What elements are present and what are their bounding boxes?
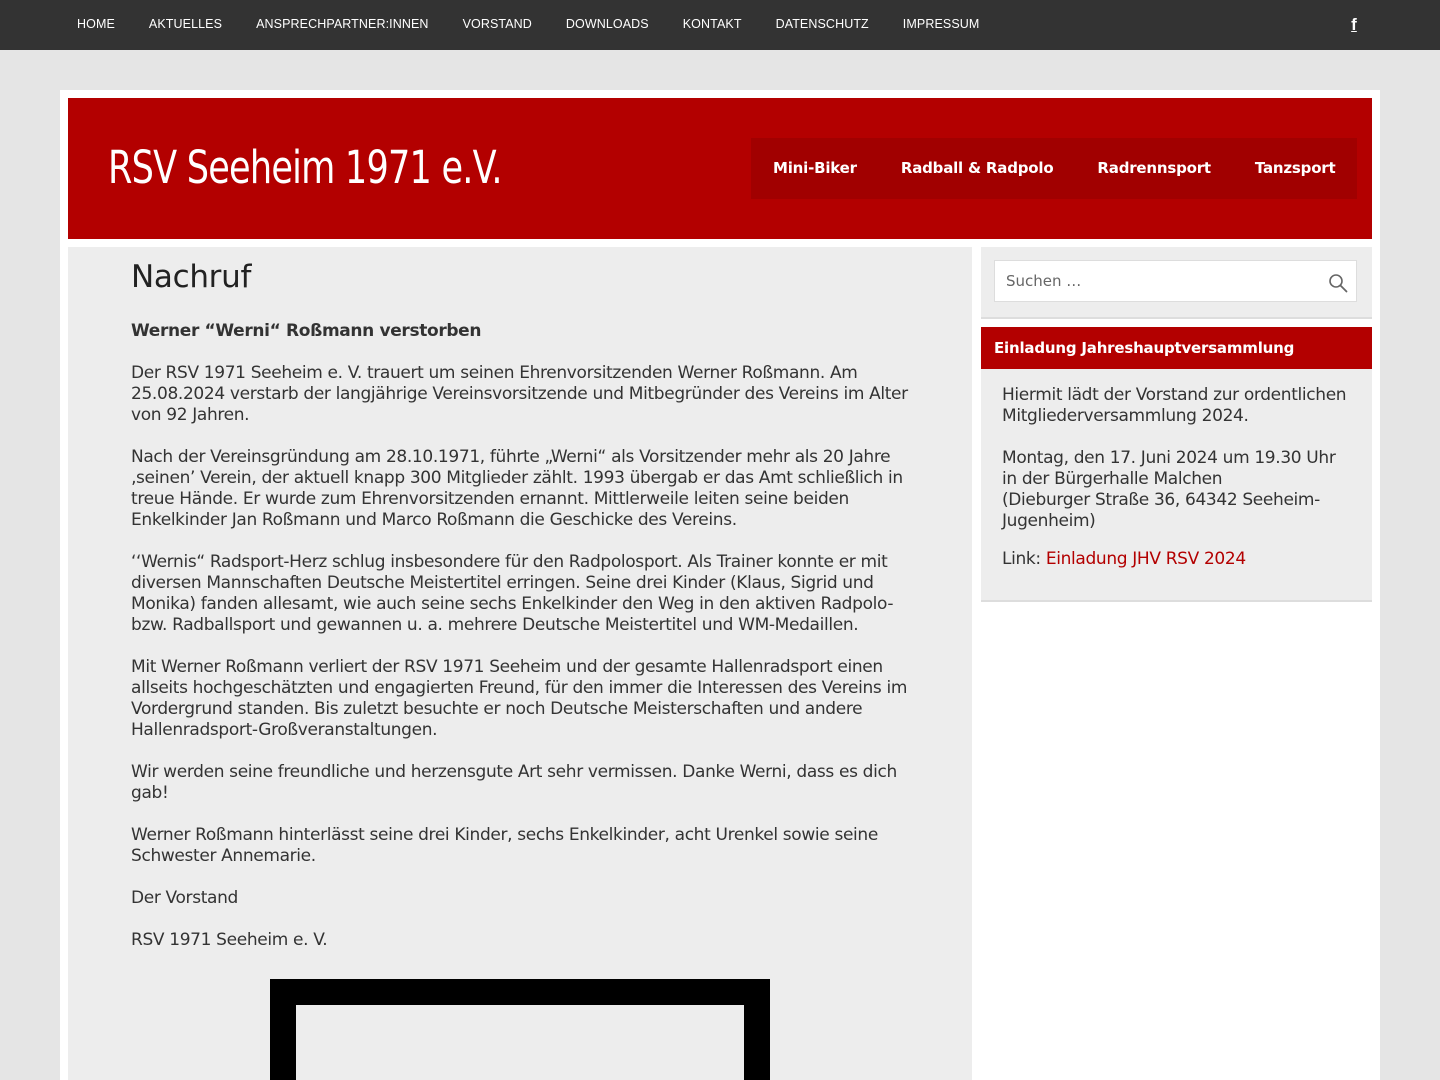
article-signature-club: RSV 1971 Seeheim e. V.: [131, 930, 328, 950]
article-paragraph: Werner Roßmann hinterlässt seine drei Kinder, sechs Enkelkinder, acht Urenkel sowie seine Schwester Annemarie.: [131, 825, 878, 866]
event-venue: in der Bürgerhalle Malchen: [1002, 469, 1223, 489]
category-mini-biker-link[interactable]: Mini-Biker: [773, 159, 857, 177]
topnav-datenschutz-link[interactable]: DATENSCHUTZ: [775, 17, 869, 31]
memorial-photo: [296, 1005, 744, 1080]
top-menu: [60, 0, 996, 50]
invitation-download-link[interactable]: Einladung JHV RSV 2024: [1045, 549, 1246, 569]
widget-link-line: [1002, 549, 1352, 570]
topnav-vorstand-link[interactable]: VORSTAND: [462, 17, 532, 31]
category-radrennsport-link[interactable]: Radrennsport: [1097, 159, 1211, 177]
search-widget: [981, 247, 1372, 319]
article-paragraph: Mit Werner Roßmann verliert der RSV 1971 Seeheim und der gesamte Hallenradsport einen allseits hochgeschätzten und engagierten Freund, für den immer die Interessen des Vereins im Vordergrund standen. Bis zuletzt besuchte er noch Deutsche Meisterschaften und andere Hallenradsport-Großveranstaltungen.: [131, 657, 908, 740]
topnav-aktuelles-link[interactable]: AKTUELLES: [148, 17, 223, 31]
article-paragraph: Wir werden seine freundliche und herzensgute Art sehr vermissen. Danke Werni, dass es dich gab!: [131, 762, 897, 803]
top-navigation-bar: [0, 0, 1440, 50]
widget-event-details: [1002, 448, 1352, 532]
main-content: [68, 247, 972, 1080]
category-menu: [751, 138, 1357, 199]
invitation-widget: [981, 327, 1372, 602]
site-header: [68, 98, 1372, 239]
article-paragraph: Der RSV 1971 Seeheim e. V. trauert um seinen Ehrenvorsitzenden Werner Roßmann. Am 25.08.2024 verstarb der langjährige Vereinsvorsitzende und Mitbegründer des Vereins im Alter von 92 Jahren.: [131, 363, 908, 425]
topnav-home-link[interactable]: HOME: [77, 17, 115, 31]
search-icon[interactable]: [1328, 273, 1348, 293]
category-radball-radpolo-link[interactable]: Radball & Radpolo: [900, 159, 1054, 177]
article-lead: Werner “Werni“ Roßmann verstorben: [131, 321, 482, 341]
widget-intro: Hiermit lädt der Vorstand zur ordentlichen Mitgliederversammlung 2024.: [1002, 385, 1347, 426]
event-address: (Dieburger Straße 36, 64342 Seeheim-Jugenheim): [1002, 490, 1320, 531]
site-title[interactable]: RSV Seeheim 1971 e.V.: [108, 141, 502, 194]
search-input[interactable]: [995, 261, 1315, 301]
widget-title: Einladung Jahreshauptversammlung: [981, 327, 1372, 369]
page-title: Nachruf: [131, 259, 252, 295]
topnav-impressum-link[interactable]: IMPRESSUM: [902, 17, 980, 31]
facebook-icon[interactable]: f: [1351, 15, 1357, 34]
article-body: [131, 321, 916, 951]
topnav-downloads-link[interactable]: DOWNLOADS: [565, 17, 649, 31]
link-label: Link:: [1002, 549, 1046, 569]
memorial-photo-frame: [270, 979, 770, 1080]
article-signature: Der Vorstand: [131, 888, 238, 908]
topnav-kontakt-link[interactable]: KONTAKT: [682, 17, 742, 31]
event-date: Montag, den 17. Juni 2024 um 19.30 Uhr: [1002, 448, 1336, 468]
article: [131, 247, 916, 972]
search-form: [994, 260, 1357, 302]
widget-body: [1002, 385, 1352, 591]
category-tanzsport-link[interactable]: Tanzsport: [1254, 159, 1336, 177]
article-paragraph: ‘‘Wernis“ Radsport-Herz schlug insbesondere für den Radpolosport. Als Trainer konnte er mit diversen Mannschaften Deutsche Meistertitel erringen. Seine drei Kinder (Klaus, Sigrid und Monika) fanden allesamt, wie auch seine sechs Enkelkinder den Weg in den aktiven Radpolo- bzw. Radballsport und gewannen u. a. mehrere Deutsche Meistertitel und WM-Medaillen.: [131, 552, 894, 635]
article-paragraph: Nach der Vereinsgründung am 28.10.1971, führte „Werni“ als Vorsitzender mehr als 20 Jahre ‚seinen’ Verein, der aktuell knapp 300 Mitglieder zählt. 1993 übergab er das Amt schließlich in treue Hände. Er wurde zum Ehrenvorsitzenden ernannt. Mittlerweile leiten seine beiden Enkelkinder Jan Roßmann und Marco Roßmann die Geschicke des Vereins.: [131, 447, 903, 530]
topnav-ansprechpartner-link[interactable]: ANSPRECHPARTNER:INNEN: [256, 17, 429, 31]
page-wrapper: [60, 90, 1380, 1080]
